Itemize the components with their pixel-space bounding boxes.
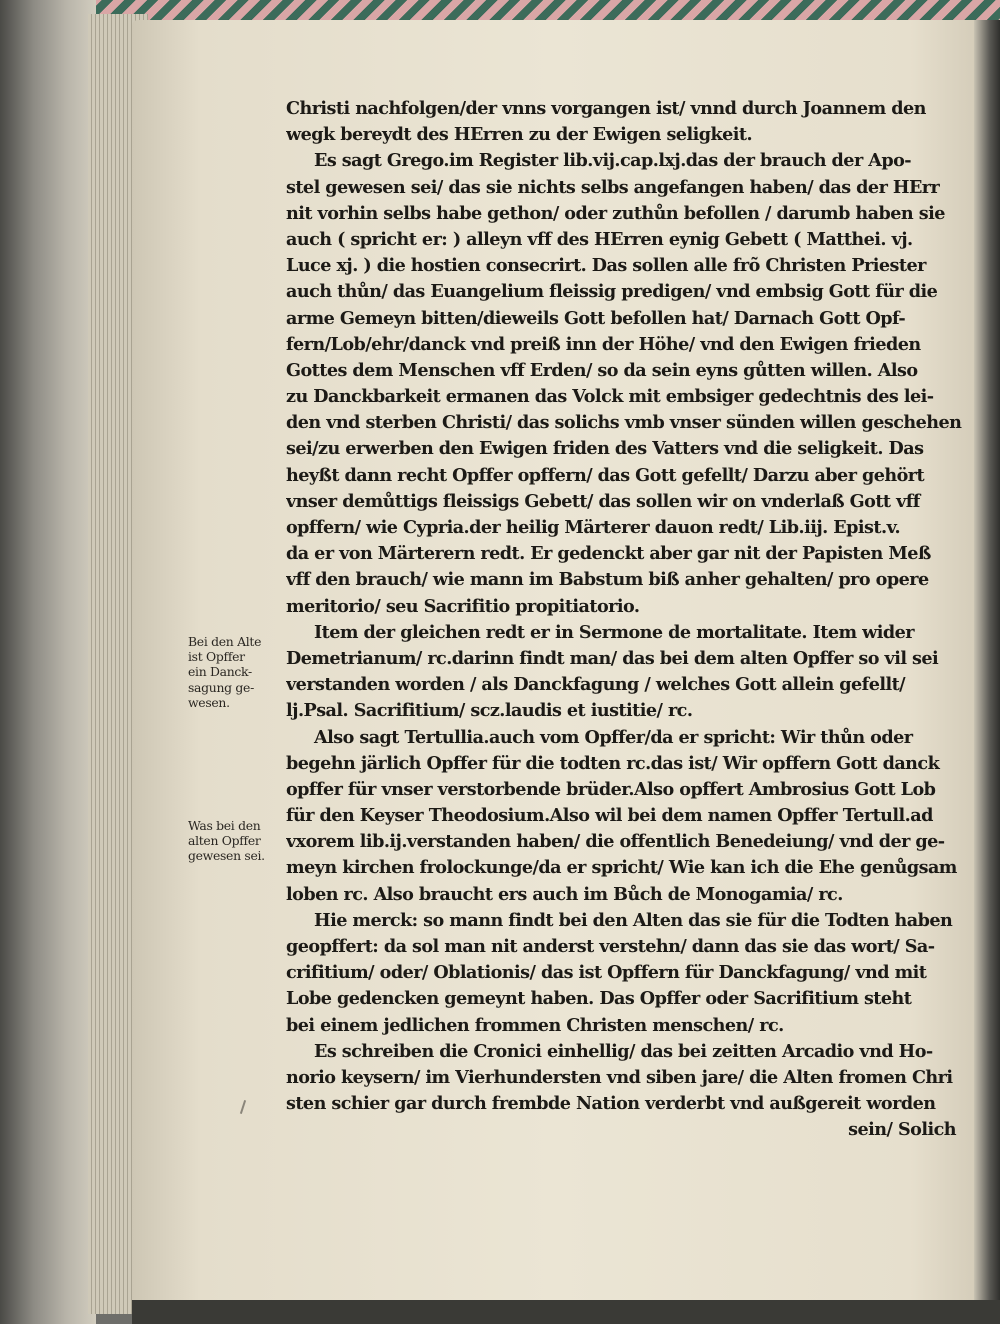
main-text-block [286, 96, 978, 1144]
text-line: bei einem jedlichen frommen Christen menschen/ rc. [286, 1014, 784, 1036]
margin-note-line: ist Opffer [188, 649, 245, 665]
text-line: arme Gemeyn bitten/dieweils Gott befollen hat/ Darnach Gott Opf- [286, 307, 906, 329]
text-line: opffer für vnser verstorbende brüder.Also opffert Ambrosius Gott Lob [286, 778, 936, 800]
text-line: vxorem lib.ij.verstanden haben/ die offentlich Benedeiung/ vnd der ge- [286, 831, 945, 853]
margin-note-line: Bei den Alte [188, 634, 262, 649]
text-line: opffern/ wie Cypria.der heilig Märterer dauon redt/ Lib.iij. Epist.v. [286, 517, 901, 538]
margin-note-line: alten Opffer [188, 833, 261, 849]
text-line: sten schier gar durch frembde Nation verderbt vnd außgereit worden [286, 1093, 936, 1115]
text-line: nit vorhin selbs habe gethon/ oder zuthůn befollen / darumb haben sie [286, 202, 945, 224]
text-line: Es schreiben die Cronici einhellig/ das bei zeitten Arcadio vnd Ho- [314, 1040, 933, 1062]
text-line: wegk bereydt des HErren zu der Ewigen seligkeit. [286, 124, 753, 146]
text-line: loben rc. Also braucht ers auch im Bůch de Monogamia/ rc. [286, 883, 843, 905]
text-line: verstanden worden / als Danckfagung / welches Gott allein gefellt/ [286, 674, 906, 696]
margin-note-what-sacrifice-was [188, 818, 284, 864]
bottom-shadow [132, 1300, 1000, 1324]
margin-note-line: gewesen sei. [188, 848, 265, 864]
margin-note-line: Was bei den [188, 818, 261, 833]
text-line: zu Danckbarkeit ermanen das Volck mit embsiger gedechtnis des lei- [286, 386, 934, 408]
text-line: fern/Lob/ehr/danck vnd preiß inn der Höhe/ vnd den Ewigen frieden [286, 333, 921, 355]
text-line: Hie merck: so mann findt bei den Alten das sie für die Todten haben [314, 909, 953, 931]
margin-note-line: sagung ge- [188, 679, 254, 695]
text-line: auch ( spricht er: ) alleyn vff des HErren eynig Gebett ( Matthei. vj. [286, 228, 913, 250]
text-line: Gottes dem Menschen vff Erden/ so da sein eyns gůtten willen. Also [286, 359, 918, 381]
text-line: meyn kirchen frolockunge/da er spricht/ Wie kan ich die Ehe genůgsam [286, 857, 957, 879]
text-line: Lobe gedencken gemeynt haben. Das Opffer oder Sacrifitium steht [286, 988, 912, 1010]
margin-note-sacrifice-thanksgiving [188, 634, 284, 710]
text-line: lj.Psal. Sacrifitium/ scz.laudis et iustitie/ rc. [286, 700, 693, 722]
left-binding-shadow [0, 0, 96, 1324]
text-line: den vnd sterben Christi/ das solichs vmb vnser sünden willen geschehen [286, 412, 962, 434]
text-line: auch thůn/ das Euangelium fleissig predigen/ vnd embsig Gott für die [286, 281, 938, 303]
margin-note-line: ein Danck- [188, 664, 252, 680]
text-line: crifitium/ oder/ Oblationis/ das ist Opffern für Danckfagung/ vnd mit [286, 962, 927, 984]
margin-note-line: wesen. [188, 694, 230, 710]
text-line: geopffert: da sol man nit anderst verstehn/ dann das sie das wort/ Sa- [286, 936, 935, 957]
text-line: da er von Märterern redt. Er gedenckt aber gar nit der Papisten Meß [286, 543, 931, 565]
text-line: vnser demůttigs fleissigs Gebett/ das sollen wir on vnderlaß Gott vff [286, 490, 920, 512]
text-line: Christi nachfolgen/der vnns vorgangen ist/ vnnd durch Joannem den [286, 98, 926, 119]
text-line: vff den brauch/ wie mann im Babstum biß anher gehalten/ pro opere [286, 569, 929, 591]
catchword: sein/ Solich [848, 1119, 956, 1141]
text-line: Item der gleichen redt er in Sermone de mortalitate. Item wider [314, 621, 914, 643]
text-line: Luce xj. ) die hostien consecrirt. Das sollen alle frõ Christen Priester [286, 255, 926, 277]
text-line: für den Keyser Theodosium.Also wil bei dem namen Opffer Tertull.ad [286, 805, 933, 827]
text-line: begehn järlich Opffer für die todten rc.das ist/ Wir opffern Gott danck [286, 752, 940, 774]
text-line: heyßt dann recht Opffer opffern/ das Gott gefellt/ Darzu aber gehört [286, 464, 925, 486]
text-line: Demetrianum/ rc.darinn findt man/ das bei dem alten Opffer so vil sei [286, 647, 939, 669]
text-line: sei/zu erwerben den Ewigen friden des Vatters vnd die seligkeit. Das [286, 438, 924, 460]
text-line: stel gewesen sei/ das sie nichts selbs angefangen haben/ das der HErr [286, 176, 940, 198]
text-line: Also sagt Tertullia.auch vom Opffer/da er spricht: Wir thůn oder [314, 726, 913, 748]
text-line: meritorio/ seu Sacrifitio propitiatorio. [286, 595, 640, 617]
text-line: Es sagt Grego.im Register lib.vij.cap.lxj.das der brauch der Apo- [314, 150, 912, 172]
text-line: norio keysern/ im Vierhundersten vnd siben jare/ die Alten fromen Chri [286, 1066, 953, 1088]
